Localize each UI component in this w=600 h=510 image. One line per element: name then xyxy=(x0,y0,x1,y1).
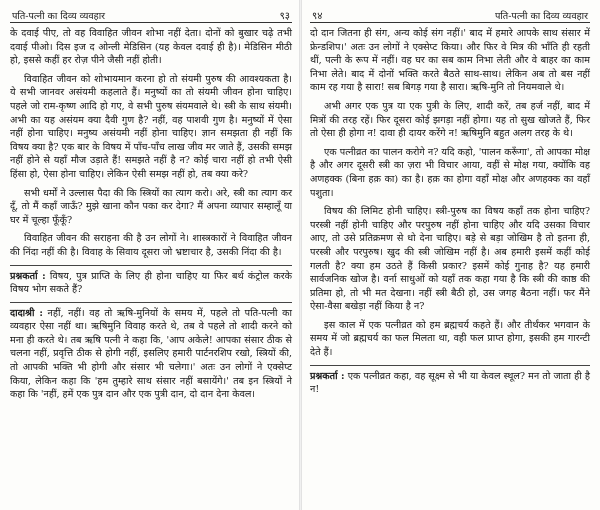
right-page xyxy=(302,0,600,510)
left-paragraph-2: विवाहित जीवन को शोभायमान करना हो तो संयमी पुरुष की आवश्यकता है। ये सभी जानवर असंयमी कहलाते हैं। मनुष्यों का तो संयमी जीवन होना चाहिए। पहले जो राम-कृष्ण आदि हो गए, वे सभी पुरुष संयमवाले थे। स्त्री के साथ संयमी। अभी का यह असंयम क्या दैवी गुण है? नहीं, वह पाशवी गुण है। मनुष्यों में ऐसा नहीं होना चाहिए। मनुष्य असंयमी नहीं होना चाहिए। ज्ञान समझता ही नहीं कि विषय क्या है? एक बार के विषय में पाँच-पाँच लाख जीव मर जाते हैं, उसकी समझ नहीं होने से यहाँ मौज उड़ाते हैं! समझते नहीं है न? कोई चारा नहीं हो तभी ऐसी हिंसा हो, ऐसा होना चाहिए। लेकिन ऐसी समझ नहीं हो, तब क्या करे? xyxy=(10,73,292,180)
dadashri-label: दादाश्री : xyxy=(10,307,43,319)
left-header-title: पति-पत्नी का दिव्य व्यवहार xyxy=(12,11,106,22)
right-paragraph-4: विषय की लिमिट होनी चाहिए। स्त्री-पुरुष का विषय कहाँ तक होना चाहिए? परस्त्री नहीं होनी चाहिए और परपुरुष नहीं होना चाहिए और यदि उसका विचार आए, तो उसे प्रतिक्रमण से धो देना चाहिए। बड़े से बड़ा जोखिम है तो इतना ही, परस्त्री और परपुरुष। खुद की स्त्री जोखिम नहीं है। अब हमारी इसमें कहीं कोई गलती है? क्या हम उठते हैं किसी प्रकार? इसमें कोई गुनाह है? यह हमारी सार्वजनिक खोज है। वर्ना साधुओं को यहाँ तक कहा गया है कि स्त्री की काष्ठ की प्रतिमा हो, तो भी मत देखना। नहीं स्त्री बैठी हो, उस जगह बैठना नहीं। फर मैंने ऐसा-वैसा बखेड़ा नहीं किया है न? xyxy=(310,206,590,313)
right-paragraph-2: अभी अगर एक पुत्र या एक पुत्री के लिए, शादी करें, तब हर्ज नहीं, बाद में मित्रों की तरह रहें। फिर दूसरा कोई झगड़ा नहीं होगा। यह तो सुख खोजते हैं, फिर तो ऐसा ही होगा न! दावा ही दायर करेंगे न! ऋषिमुनि बहुत अलग तरह के थे। xyxy=(310,100,590,140)
left-paragraph-3: सभी धर्मों ने उल्लास पैदा की कि स्त्रियों का त्याग करो। अरे, स्त्री का त्याग कर दूँ, तो मैं कहाँ जाऊँ? मुझे खाना कौन पका कर देगा? मैं अपना व्यापार सम्हालूँ या घर में चूल्हा फूँकूँ? xyxy=(10,187,292,226)
question-text: एक पत्नीव्रत कहा, वह सूक्ष्म से भी या केवल स्थूल? मन तो जाता ही है न! xyxy=(310,370,590,396)
left-page-header xyxy=(10,0,292,23)
right-page-header xyxy=(310,0,590,23)
left-paragraph-4: विवाहित जीवन की सराहना की है उन लोगों ने। शास्त्रकारों ने विवाहित जीवन की निंदा नहीं की है। विवाह के सिवाय दूसरा जो भ्रष्टाचार है, उसकी निंदा की है। xyxy=(10,233,292,258)
left-paragraph-1: के दवाई पीए, तो वह विवाहित जीवन शोभा नहीं देता। दोनों को बुखार चढ़े तभी दवाई पीओ। दिस इज द ओन्ली मेडिसिन (यह केवल दवाई ही है)। मेडिसिन मीठी हो, इससे कहीं हर रोज़ पीने जैसी नहीं होती। xyxy=(10,28,292,67)
left-qa-answer xyxy=(10,307,292,402)
right-qa-divider xyxy=(310,365,590,366)
right-paragraph-3: एक पत्नीव्रत का पालन करोगे न? यदि कहो, 'पालन करूँगा', तो आपका मोक्ष है और अगर दूसरी स्त्री का ज़रा भी विचार आया, वहीं से मोक्ष गया, क्योंकि वह अणहक्क (बिना हक़ का) का है। हक़ का होगा वहाँ मोक्ष और अणहक्क का वहाँ पशुता। xyxy=(310,146,590,199)
right-header-title: पति-पत्नी का दिव्य व्यवहार xyxy=(494,11,588,22)
left-page-number: ९३ xyxy=(279,11,290,22)
right-qa-question xyxy=(310,370,590,397)
answer-text: नहीं, नहीं। वह तो ऋषि-मुनियों के समय में, पहले तो पति-पत्नी का व्यवहार ऐसा नहीं था। ऋषिमुनि विवाह करते थे, तब वे पहले तो शादी करने को मना ही करते थे। तब ऋषि पत्नी ने कहा कि, 'आप अकेले! आपका संसार ठीक से चलना नहीं, प्रवृत्ति ठीक से होगी नहीं, इसलिए हमारी पार्टनरशिप रखो, स्त्रियों की, तो आपकी भक्ति भी होगी और संसार भी चलेगा।' अतः उन लोगों ने एक्सेप्ट किया, लेकिन कहा कि 'हम तुम्हारे साथ संसार नहीं बसायेंगे।' तब इन स्त्रियों ने कहा कि 'नहीं, हमें एक पुत्र दान और एक पुत्री दान, दो दान देना केवल। xyxy=(10,307,292,401)
left-qa-question xyxy=(10,270,292,297)
right-page-number: ९४ xyxy=(312,11,323,22)
questioner-label: प्रश्नकर्ता : xyxy=(310,370,345,382)
right-paragraph-1: दो दान जितना ही संग, अन्य कोई संग नहीं।' बाद में हमारे आपके साथ संसार में फ्रेन्डशिप।' अतः उन लोगों ने एक्सेप्ट किया। और फिर वे मित्र की भाँति ही रहती थीं, पत्नी के रूप में नहीं। वह घर का सब काम निभा लेती और वे बाहर का काम निभा लेते। बाद में दोनों भक्ति करते बैठते साथ-साथ। लेकिन अब तो बस नहीं काम रह गया है सारा! सब बिगड़ गया है सारा। ऋषि-मुनि तो नियमवाले थे। xyxy=(310,28,590,94)
questioner-label: प्रश्नकर्ता : xyxy=(10,270,46,282)
right-paragraph-5: इस काल में एक पत्नीव्रत को हम ब्रह्मचर्य कहते हैं। और तीर्थंकर भगवान के समय में जो ब्रह्मचर्य का फल मिलता था, वही फल प्राप्त होगा, इसकी हम गारन्टी देते हैं। xyxy=(310,319,590,359)
question-text: विषय, पुत्र प्राप्ति के लिए ही होना चाहिए या फिर बर्थ कंट्रोल करके विषय भोग सकते हैं? xyxy=(10,270,292,296)
left-qa-divider-2 xyxy=(10,302,292,303)
left-qa-divider xyxy=(10,265,292,266)
